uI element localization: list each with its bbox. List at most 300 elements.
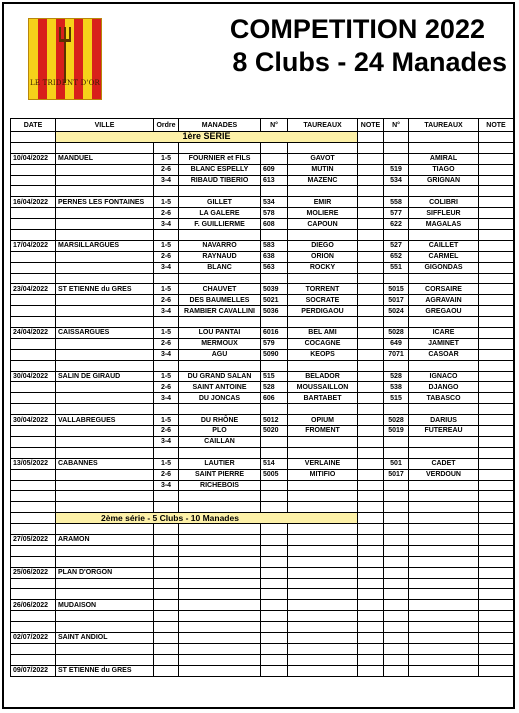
spacer-row — [11, 447, 514, 458]
empty-cell — [358, 622, 384, 633]
note-cell — [479, 262, 514, 273]
num-cell — [261, 480, 288, 491]
empty-cell — [56, 426, 154, 437]
ordre-cell: 1-5 — [154, 153, 179, 164]
ordre-cell: 1-5 — [154, 328, 179, 339]
note-cell — [358, 469, 384, 480]
manade-cell: DES BAUMELLES — [179, 295, 261, 306]
taureau-cell — [409, 436, 479, 447]
empty-cell — [409, 556, 479, 567]
ordre-cell: 1-5 — [154, 240, 179, 251]
empty-cell — [358, 643, 384, 654]
empty-cell — [56, 230, 154, 241]
ordre-cell: 3-4 — [154, 349, 179, 360]
empty-cell — [479, 534, 514, 545]
note-cell — [358, 197, 384, 208]
num-cell: 622 — [384, 219, 409, 230]
manade-cell: NAVARRO — [179, 240, 261, 251]
empty-cell — [358, 142, 384, 153]
empty-cell — [288, 491, 358, 502]
empty-cell — [479, 404, 514, 415]
empty-cell — [56, 436, 154, 447]
manade-cell: RIBAUD TIBERIO — [179, 175, 261, 186]
empty-cell — [261, 600, 288, 611]
empty-cell — [358, 524, 384, 535]
empty-cell — [409, 186, 479, 197]
manade-cell: SAINT PIERRE — [179, 469, 261, 480]
ordre-cell: 3-4 — [154, 175, 179, 186]
note-cell — [479, 382, 514, 393]
empty-cell — [56, 611, 154, 622]
num-cell: 501 — [384, 458, 409, 469]
empty-cell — [261, 567, 288, 578]
note-cell — [358, 208, 384, 219]
table-row — [11, 415, 514, 426]
empty-cell — [154, 317, 179, 328]
event-date: 23/04/2022 — [11, 284, 56, 295]
taureau-cell: SIFFLEUR — [409, 208, 479, 219]
empty-cell — [11, 545, 56, 556]
taureau-cell — [409, 480, 479, 491]
empty-cell — [358, 632, 384, 643]
col-header-ville: VILLE — [56, 119, 154, 132]
empty-cell — [288, 600, 358, 611]
taureau-cell: TABASCO — [409, 393, 479, 404]
empty-cell — [479, 567, 514, 578]
note-cell — [358, 458, 384, 469]
num-cell: 609 — [261, 164, 288, 175]
empty-cell — [11, 219, 56, 230]
empty-cell — [409, 273, 479, 284]
note-cell — [479, 240, 514, 251]
note-cell — [479, 415, 514, 426]
empty-cell — [288, 632, 358, 643]
event-ville: CAISSARGUES — [56, 328, 154, 339]
ordre-cell: 2-6 — [154, 251, 179, 262]
note-cell — [358, 349, 384, 360]
empty-cell — [384, 317, 409, 328]
note-cell — [358, 240, 384, 251]
empty-cell — [358, 404, 384, 415]
series-1-heading-label: 1ère SERIE — [56, 132, 358, 143]
note-cell — [358, 371, 384, 382]
taureau-cell: MOLIERE — [288, 208, 358, 219]
empty-cell — [56, 219, 154, 230]
empty-cell — [11, 654, 56, 665]
empty-cell — [409, 600, 479, 611]
num-cell: 558 — [384, 197, 409, 208]
num-cell: 649 — [384, 338, 409, 349]
empty-cell — [179, 142, 261, 153]
empty-cell — [479, 589, 514, 600]
empty-cell — [409, 317, 479, 328]
table-row — [11, 436, 514, 447]
empty-cell — [154, 545, 179, 556]
empty-cell — [154, 632, 179, 643]
ordre-cell: 3-4 — [154, 393, 179, 404]
note-cell — [479, 197, 514, 208]
num-cell: 652 — [384, 251, 409, 262]
empty-cell — [56, 654, 154, 665]
note-cell — [479, 338, 514, 349]
empty-cell — [479, 654, 514, 665]
ordre-cell: 2-6 — [154, 208, 179, 219]
empty-cell — [11, 360, 56, 371]
taureau-cell: CORSAIRE — [409, 284, 479, 295]
empty-cell — [409, 502, 479, 513]
taureau-cell: BARTABET — [288, 393, 358, 404]
empty-cell — [56, 306, 154, 317]
empty-cell — [11, 230, 56, 241]
empty-cell — [154, 665, 179, 676]
empty-cell — [358, 360, 384, 371]
taureau-cell: CARMEL — [409, 251, 479, 262]
series-2-heading — [11, 513, 514, 524]
ordre-cell: 2-6 — [154, 382, 179, 393]
manade-cell: RICHEBOIS — [179, 480, 261, 491]
empty-cell — [384, 643, 409, 654]
empty-cell — [154, 502, 179, 513]
empty-cell — [179, 404, 261, 415]
empty-cell — [56, 175, 154, 186]
num-cell: 638 — [261, 251, 288, 262]
col-header-manades: MANADES — [179, 119, 261, 132]
empty-cell — [288, 404, 358, 415]
ordre-cell: 2-6 — [154, 164, 179, 175]
ordre-cell: 3-4 — [154, 262, 179, 273]
empty-cell — [358, 502, 384, 513]
taureau-cell: ICARE — [409, 328, 479, 339]
empty-cell — [154, 600, 179, 611]
schedule-table — [10, 118, 514, 677]
spacer-row — [11, 578, 514, 589]
taureau-cell: GAVOT — [288, 153, 358, 164]
empty-cell — [409, 611, 479, 622]
num-cell: 5017 — [384, 469, 409, 480]
empty-cell — [261, 502, 288, 513]
manade-cell: F. GUILLIERME — [179, 219, 261, 230]
empty-cell — [261, 491, 288, 502]
taureau-cell: DIEGO — [288, 240, 358, 251]
empty-cell — [479, 142, 514, 153]
empty-cell — [56, 393, 154, 404]
empty-cell — [384, 545, 409, 556]
note-cell — [358, 393, 384, 404]
empty-cell — [179, 534, 261, 545]
empty-cell — [154, 556, 179, 567]
empty-cell — [261, 142, 288, 153]
empty-cell — [288, 273, 358, 284]
empty-cell — [358, 567, 384, 578]
empty-cell — [179, 643, 261, 654]
note-cell — [358, 262, 384, 273]
empty-cell — [358, 447, 384, 458]
event-date: 17/04/2022 — [11, 240, 56, 251]
empty-cell — [154, 360, 179, 371]
event-date: 10/04/2022 — [11, 153, 56, 164]
ordre-cell: 3-4 — [154, 480, 179, 491]
col-header-taureaux1: TAUREAUX — [288, 119, 358, 132]
empty-cell — [56, 142, 154, 153]
taureau-cell: AMIRAL — [409, 153, 479, 164]
empty-cell — [179, 665, 261, 676]
num-cell: 5028 — [384, 328, 409, 339]
empty-cell — [409, 567, 479, 578]
table-row — [11, 208, 514, 219]
spacer-row — [11, 360, 514, 371]
spacer-row — [11, 622, 514, 633]
empty-cell — [179, 578, 261, 589]
empty-cell — [56, 186, 154, 197]
table-row — [11, 295, 514, 306]
empty-cell — [154, 654, 179, 665]
taureau-cell: COCAGNE — [288, 338, 358, 349]
note-cell — [358, 382, 384, 393]
empty-cell — [11, 480, 56, 491]
empty-cell — [11, 317, 56, 328]
empty-cell — [288, 534, 358, 545]
taureau-cell: ORION — [288, 251, 358, 262]
col-header-note1: NOTE — [358, 119, 384, 132]
empty-cell — [11, 491, 56, 502]
num-cell — [384, 480, 409, 491]
empty-cell — [409, 654, 479, 665]
ordre-cell: 2-6 — [154, 295, 179, 306]
empty-cell — [384, 600, 409, 611]
taureau-cell: VERDOUN — [409, 469, 479, 480]
empty-cell — [288, 654, 358, 665]
num-cell: 5024 — [384, 306, 409, 317]
empty-cell — [479, 186, 514, 197]
note-cell — [358, 415, 384, 426]
col-header-ordre: Ordre — [154, 119, 179, 132]
num-cell: 6016 — [261, 328, 288, 339]
empty-cell — [384, 404, 409, 415]
empty-cell — [179, 556, 261, 567]
num-cell: 5019 — [384, 426, 409, 437]
empty-cell — [384, 273, 409, 284]
num-cell: 5005 — [261, 469, 288, 480]
empty-cell — [409, 491, 479, 502]
empty-cell — [179, 622, 261, 633]
taureau-cell: FUTEREAU — [409, 426, 479, 437]
table-row — [11, 306, 514, 317]
empty-cell — [288, 589, 358, 600]
taureau-cell — [288, 436, 358, 447]
empty-cell — [409, 589, 479, 600]
table-row — [11, 164, 514, 175]
manade-cell: LOU PANTAI — [179, 328, 261, 339]
event-ville: SALIN DE GIRAUD — [56, 371, 154, 382]
empty-cell — [479, 317, 514, 328]
empty-cell — [56, 208, 154, 219]
empty-cell — [384, 632, 409, 643]
empty-cell — [56, 338, 154, 349]
empty-cell — [11, 175, 56, 186]
taureau-cell: GRIGNAN — [409, 175, 479, 186]
empty-cell — [11, 164, 56, 175]
table-row — [11, 382, 514, 393]
empty-cell — [154, 589, 179, 600]
empty-cell — [261, 611, 288, 622]
empty-cell — [261, 360, 288, 371]
empty-cell — [56, 524, 154, 535]
empty-cell — [261, 404, 288, 415]
num-cell: 534 — [384, 175, 409, 186]
spacer-row — [11, 643, 514, 654]
empty-cell — [56, 622, 154, 633]
num-cell: 608 — [261, 219, 288, 230]
taureau-cell: MITIFIO — [288, 469, 358, 480]
taureau-cell: PERDIGAOU — [288, 306, 358, 317]
manade-cell: CAILLAN — [179, 436, 261, 447]
empty-cell — [479, 524, 514, 535]
event-ville: PLAN D'ORGON — [56, 567, 154, 578]
empty-cell — [479, 491, 514, 502]
empty-cell — [11, 306, 56, 317]
empty-cell — [154, 447, 179, 458]
empty-cell — [261, 556, 288, 567]
empty-cell — [11, 502, 56, 513]
series-2-heading-label: 2ème série - 5 Clubs - 10 Manades — [56, 513, 358, 524]
empty-cell — [409, 524, 479, 535]
empty-cell — [56, 447, 154, 458]
num-cell — [384, 153, 409, 164]
num-cell: 528 — [384, 371, 409, 382]
empty-cell — [384, 578, 409, 589]
empty-cell — [11, 404, 56, 415]
event-ville: MUDAISON — [56, 600, 154, 611]
empty-cell — [358, 589, 384, 600]
note-cell — [479, 371, 514, 382]
empty-cell — [409, 545, 479, 556]
empty-cell — [384, 534, 409, 545]
empty-cell — [56, 589, 154, 600]
num-cell: 515 — [261, 371, 288, 382]
note-cell — [358, 328, 384, 339]
manade-cell: MERMOUX — [179, 338, 261, 349]
empty-cell — [261, 230, 288, 241]
empty-cell — [358, 545, 384, 556]
spacer-row — [11, 317, 514, 328]
empty-cell — [11, 208, 56, 219]
spacer-row — [11, 502, 514, 513]
empty-cell — [261, 665, 288, 676]
num-cell: 5012 — [261, 415, 288, 426]
event-date: 09/07/2022 — [11, 665, 56, 676]
empty-cell — [56, 545, 154, 556]
schedule-body — [11, 132, 514, 677]
empty-cell — [479, 578, 514, 589]
taureau-cell: GREGAOU — [409, 306, 479, 317]
empty-cell — [409, 632, 479, 643]
empty-cell — [154, 611, 179, 622]
empty-cell — [479, 132, 514, 143]
taureau-cell: TORRENT — [288, 284, 358, 295]
manade-cell: DU RHÔNE — [179, 415, 261, 426]
empty-cell — [384, 360, 409, 371]
empty-cell — [56, 273, 154, 284]
spacer-row — [11, 186, 514, 197]
table-row — [11, 175, 514, 186]
event-date: 26/06/2022 — [11, 600, 56, 611]
event-date: 30/04/2022 — [11, 371, 56, 382]
num-cell: 579 — [261, 338, 288, 349]
num-cell: 5036 — [261, 306, 288, 317]
empty-cell — [261, 317, 288, 328]
empty-cell — [11, 426, 56, 437]
ordre-cell: 1-5 — [154, 371, 179, 382]
empty-cell — [179, 491, 261, 502]
empty-cell — [261, 622, 288, 633]
note-cell — [479, 458, 514, 469]
empty-cell — [288, 622, 358, 633]
event-date: 30/04/2022 — [11, 415, 56, 426]
taureau-cell: BEL AMI — [288, 328, 358, 339]
taureau-cell: VERLAINE — [288, 458, 358, 469]
manade-cell: BLANC — [179, 262, 261, 273]
table-row — [11, 567, 514, 578]
empty-cell — [261, 545, 288, 556]
empty-cell — [11, 132, 56, 143]
note-cell — [479, 175, 514, 186]
note-cell — [358, 164, 384, 175]
taureau-cell: CADET — [409, 458, 479, 469]
table-row — [11, 426, 514, 437]
event-ville: VALLABREGUES — [56, 415, 154, 426]
empty-cell — [56, 262, 154, 273]
empty-cell — [154, 404, 179, 415]
ordre-cell: 1-5 — [154, 197, 179, 208]
empty-cell — [179, 524, 261, 535]
note-cell — [479, 153, 514, 164]
note-cell — [479, 393, 514, 404]
note-cell — [358, 251, 384, 262]
taureau-cell: MAZENC — [288, 175, 358, 186]
note-cell — [358, 306, 384, 317]
taureau-cell: DJANGO — [409, 382, 479, 393]
empty-cell — [154, 491, 179, 502]
col-header-taureaux2: TAUREAUX — [409, 119, 479, 132]
table-row — [11, 393, 514, 404]
ordre-cell: 3-4 — [154, 219, 179, 230]
empty-cell — [154, 578, 179, 589]
empty-cell — [479, 611, 514, 622]
empty-cell — [384, 142, 409, 153]
taureau-cell: SOCRATE — [288, 295, 358, 306]
note-cell — [479, 328, 514, 339]
event-ville: PERNES LES FONTAINES — [56, 197, 154, 208]
trident-icon — [59, 27, 71, 83]
event-ville: ARAMON — [56, 534, 154, 545]
empty-cell — [179, 632, 261, 643]
taureau-cell: CASOAR — [409, 349, 479, 360]
num-cell: 519 — [384, 164, 409, 175]
manade-cell: DU GRAND SALAN — [179, 371, 261, 382]
empty-cell — [479, 230, 514, 241]
empty-cell — [384, 654, 409, 665]
event-ville: CABANNES — [56, 458, 154, 469]
empty-cell — [409, 534, 479, 545]
note-cell — [479, 306, 514, 317]
empty-cell — [384, 567, 409, 578]
empty-cell — [11, 643, 56, 654]
note-cell — [358, 175, 384, 186]
empty-cell — [154, 142, 179, 153]
empty-cell — [261, 632, 288, 643]
empty-cell — [11, 349, 56, 360]
num-cell: 7071 — [384, 349, 409, 360]
